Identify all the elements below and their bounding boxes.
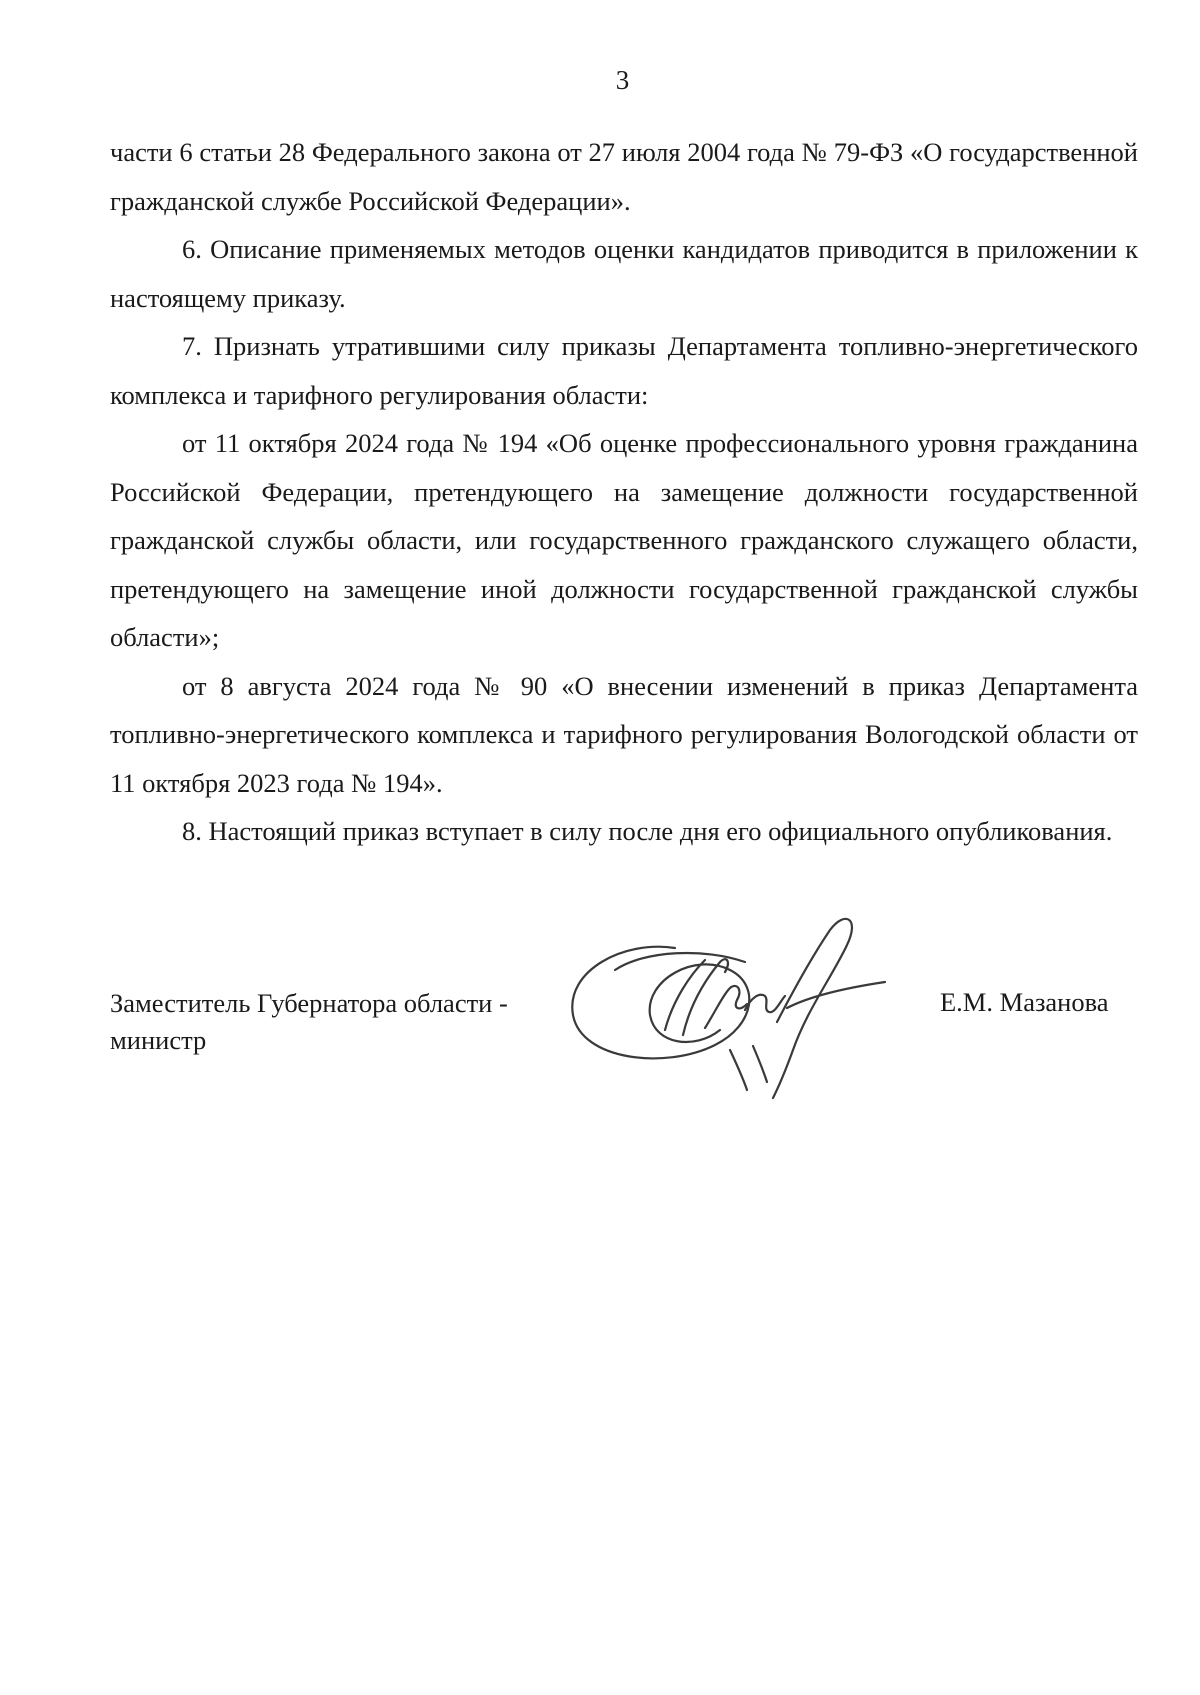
signer-title-line-2: министр — [110, 1025, 207, 1055]
signer-name: Е.М. Мазанова — [940, 987, 1109, 1017]
paragraph-item-8: 8. Настоящий приказ вступает в силу после дня его официального опубликования. — [182, 816, 1113, 846]
handwritten-signature — [555, 900, 915, 1100]
paragraph-continuation: части 6 статьи 28 Федерального закона от 27 июля 2004 года № 79-ФЗ «О государственной гражданской службе Российской Федерации». — [110, 137, 1138, 216]
paragraph-item-6: 6. Описание применяемых методов оценки кандидатов приводится в приложении к настоящему приказу. — [110, 234, 1138, 313]
paragraph-order-194: от 11 октября 2024 года № 194 «Об оценке профессионального уровня гражданина Российской Федерации, претендующего на замещение должности государственной гражданской службы области, или государственного гражданского служащего области, претендующего на замещение иной должности государственной гражданской службы области»; — [110, 428, 1138, 652]
page-number: 3 — [615, 65, 630, 95]
paragraph-item-7: 7. Признать утратившими силу приказы Департамента топливно-энергетического комплекса и тарифного регулирования области: — [110, 331, 1138, 410]
paragraph-order-90: от 8 августа 2024 года № 90 «О внесении изменений в приказ Департамента топливно-энергетического комплекса и тарифного регулирования Вологодской области от 11 октября 2023 года № 194». — [110, 670, 1138, 798]
signer-title-line-1: Заместитель Губернатора области - — [110, 988, 508, 1018]
signer-title — [110, 985, 580, 1059]
